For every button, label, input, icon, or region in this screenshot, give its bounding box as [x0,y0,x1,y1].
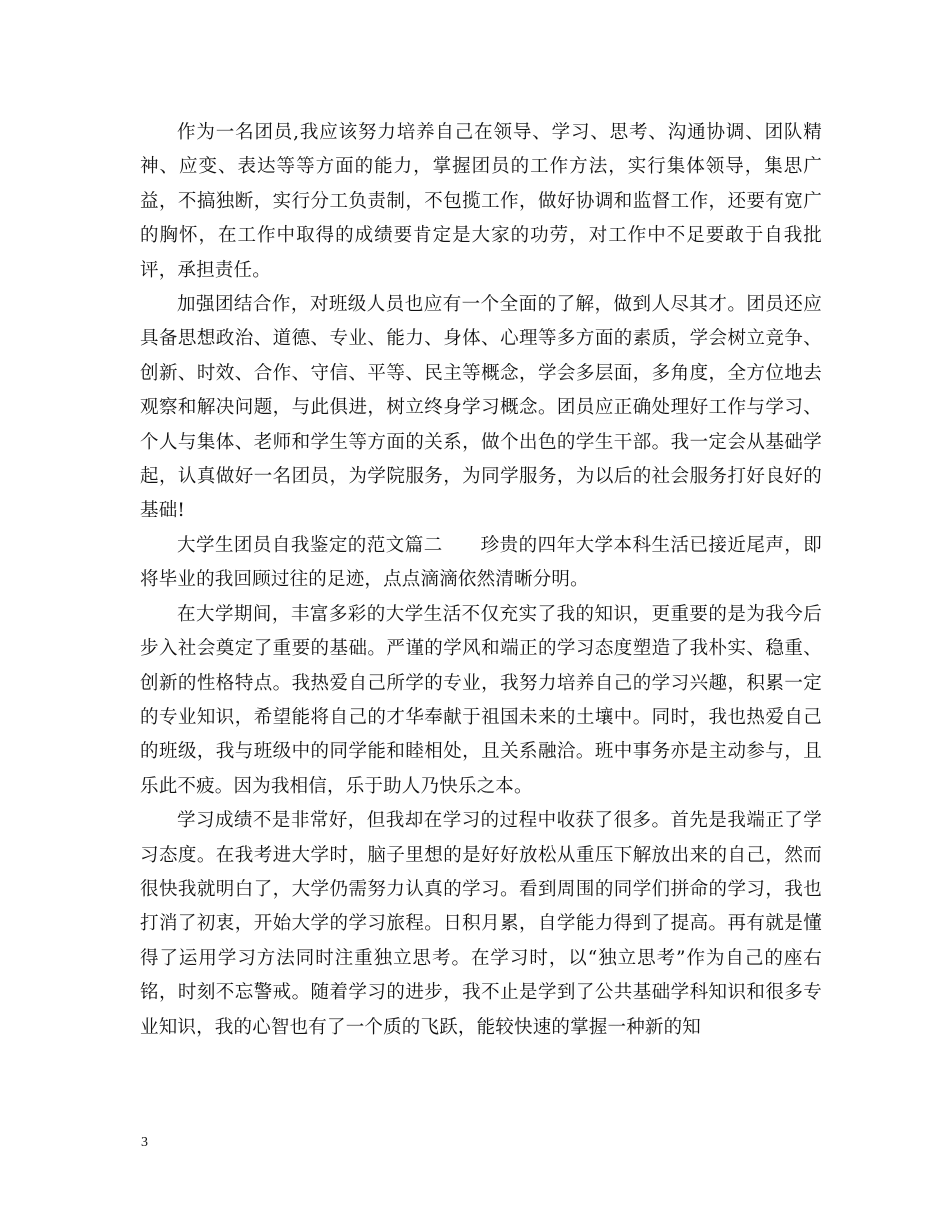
page-number: 3 [141,1135,148,1150]
body-text [140,116,822,1045]
paragraph-2: 加强团结合作，对班级人员也应有一个全面的了解，做到人尽其才。团员还应具备思想政治、道德、专业、能力、身体、心理等多方面的素质，学会树立竞争、创新、时效、合作、守信、平等、民主等概念，学会多层面，多角度，全方位地去观察和解决问题，与此俱进，树立终身学习概念。团员应正确处理好工作与学习、个人与集体、老师和学生等方面的关系，做个出色的学生干部。我一定会从基础学起，认真做好一名团员，为学院服务，为同学服务，为以后的社会服务打好良好的基础! [140,294,822,522]
paragraph-4: 在大学期间，丰富多彩的大学生活不仅充实了我的知识，更重要的是为我今后步入社会奠定了重要的基础。严谨的学风和端正的学习态度塑造了我朴实、稳重、创新的性格特点。我热爱自己所学的专业，我努力培养自己的学习兴趣，积累一定的专业知识，希望能将自己的才华奉献于祖国未来的土壤中。同时，我也热爱自己的班级，我与班级中的同学能和睦相处，且关系融洽。班中事务亦是主动参与，且乐此不疲。因为我相信，乐于助人乃快乐之本。 [140,603,822,797]
paragraph-1: 作为一名团员,我应该努力培养自己在领导、学习、思考、沟通协调、团队精神、应变、表达等等方面的能力，掌握团员的工作方法，实行集体领导，集思广益，不搞独断，实行分工负责制，不包揽工作，做好协调和监督工作，还要有宽广的胸怀，在工作中取得的成绩要肯定是大家的功劳，对工作中不足要敢于自我批评，承担责任。 [140,122,822,281]
paragraph-3: 大学生团员自我鉴定的范文篇二 珍贵的四年大学本科生活已接近尾声，即将毕业的我回顾过往的足迹，点点滴滴依然清晰分明。 [140,534,822,591]
paragraph-5: 学习成绩不是非常好，但我却在学习的过程中收获了很多。首先是我端正了学习态度。在我考进大学时，脑子里想的是好好放松从重压下解放出来的自己，然而很快我就明白了，大学仍需努力认真的学习。看到周围的同学们拼命的学习，我也打消了初衷，开始大学的学习旅程。日积月累，自学能力得到了提高。再有就是懂得了运用学习方法同时注重独立思考。在学习时，以“独立思考”作为自己的座右铭，时刻不忘警戒。随着学习的进步，我不止是学到了公共基础学科知识和很多专业知识，我的心智也有了一个质的飞跃，能较快速的掌握一种新的知 [140,810,822,1038]
